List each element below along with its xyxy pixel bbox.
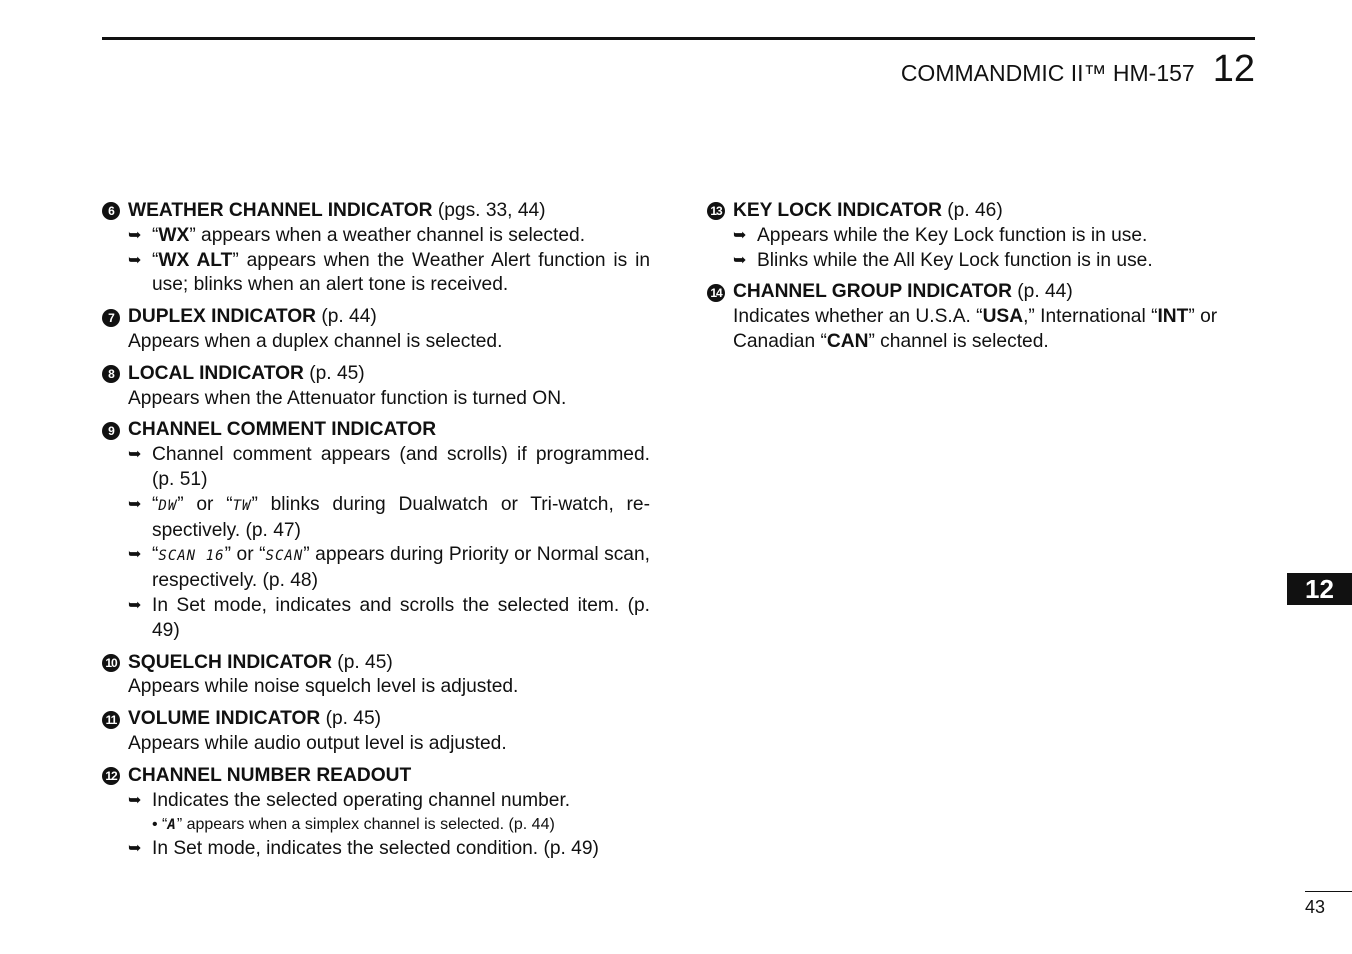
item-number-badge: 8 — [102, 365, 120, 383]
entry-description: Appears when the Attenuator function is turned ON. — [128, 387, 567, 409]
bullet-item — [102, 224, 650, 249]
entry-title: SQUELCH INDICATOR — [128, 651, 332, 673]
lcd-glyph: SCAN 16 — [158, 548, 225, 565]
top-rule — [102, 37, 1255, 40]
section-number: 12 — [1212, 48, 1255, 90]
page-ref: (p. 44) — [1011, 281, 1073, 303]
bullet-text: ” blinks during Dualwatch or Tri-watch, re-spectively. (p. 47) — [152, 493, 650, 541]
bullet-item: ➥ In Set mode, indicates the selected condition. (p. 49) — [102, 837, 650, 862]
right-column — [707, 199, 1257, 362]
entry-channel-group — [707, 280, 1257, 354]
entry-title: WEATHER CHANNEL INDICATOR — [128, 200, 433, 221]
quote: “ — [152, 224, 159, 246]
bullet-item: ➥ Appears while the Key Lock function is in use. — [707, 224, 1257, 249]
sub-bullet-text: ” appears when a simplex channel is selected. (p. 44) — [176, 816, 555, 834]
group-code: USA — [982, 306, 1024, 328]
group-code: INT — [1157, 306, 1189, 328]
item-number-badge: 10 — [102, 654, 120, 672]
bullet-item — [102, 543, 650, 594]
page-ref: (p. 44) — [315, 306, 377, 328]
page-number: 43 — [1305, 897, 1326, 917]
item-number-badge: 14 — [707, 284, 725, 302]
entry-volume — [102, 707, 650, 757]
lcd-glyph: A — [167, 817, 177, 834]
entry-title: CHANNEL GROUP INDICATOR — [733, 281, 1012, 303]
display-code: WX — [158, 224, 190, 246]
quote: “ — [152, 493, 159, 515]
item-number-badge: 7 — [102, 309, 120, 327]
group-code: CAN — [826, 330, 869, 352]
description-text: ,” International “ — [1023, 306, 1158, 328]
entry-squelch — [102, 651, 650, 701]
description-text: Indicates whether an U.S.A. “ — [733, 306, 983, 328]
description-text: ” channel is selected. — [868, 330, 1049, 352]
page-ref: (p. 46) — [941, 200, 1003, 221]
item-number-badge: 13 — [707, 202, 725, 220]
entry-title: DUPLEX INDICATOR — [128, 306, 316, 328]
page-ref: (p. 45) — [320, 708, 382, 730]
lcd-glyph: DW — [158, 497, 178, 514]
entry-description — [707, 305, 1257, 355]
item-number-badge: 12 — [102, 767, 120, 785]
entry-channel-number — [102, 764, 650, 862]
quote: • “ — [152, 816, 168, 834]
entry-title: CHANNEL COMMENT INDICATOR — [128, 419, 437, 441]
page-ref: (p. 45) — [331, 651, 393, 673]
bullet-text: ” appears when the Weather Alert function is in use; blinks when an alert tone is received. — [152, 249, 650, 296]
bullet-item — [102, 249, 650, 299]
description-text: ” or Canadian “ — [733, 306, 1218, 352]
entry-channel-comment — [102, 418, 650, 643]
page-header — [901, 48, 1255, 91]
bullet-item: ➥ In Set mode, indicates and scrolls the selected item. (p. 49) — [102, 594, 650, 644]
quote: “ — [152, 249, 159, 271]
entry-title: LOCAL INDICATOR — [128, 362, 304, 384]
quote: “ — [152, 544, 159, 566]
lcd-glyph: TW — [232, 497, 252, 514]
bullet-item: ➥ Indicates the selected operating channel number. — [102, 789, 650, 814]
lcd-glyph: SCAN — [265, 548, 304, 565]
sub-bullet — [102, 813, 650, 837]
entry-description: Appears while noise squelch level is adjusted. — [128, 676, 519, 698]
bullet-item — [102, 493, 650, 544]
header-title: COMMANDMIC II™ HM-157 — [900, 60, 1195, 86]
entry-title: VOLUME INDICATOR — [128, 708, 321, 730]
item-number-badge: 11 — [102, 711, 120, 729]
quote: ” or “ — [224, 544, 266, 566]
page-ref: (pgs. 33, 44) — [432, 200, 546, 221]
entry-description: Appears while audio output level is adjusted. — [128, 732, 507, 754]
bullet-item: ➥ Blinks while the All Key Lock function is in use. — [707, 249, 1257, 274]
bullet-text: ” appears when a weather channel is selected. — [189, 224, 586, 246]
bullet-item: ➥ Channel comment appears (and scrolls) if programmed. (p. 51) — [102, 443, 650, 493]
display-code: WX ALT — [158, 249, 233, 271]
left-column — [102, 199, 650, 869]
item-number-badge: 9 — [102, 422, 120, 440]
entry-weather-channel — [102, 199, 650, 298]
entry-local — [102, 362, 650, 412]
entry-title: CHANNEL NUMBER READOUT — [128, 764, 412, 786]
bullet-text: ” appears during Priority or Normal scan, respectively. (p. 48) — [152, 544, 650, 592]
entry-description: Appears when a duplex channel is selected. — [128, 330, 503, 352]
section-tab: 12 — [1287, 573, 1352, 605]
page-number-rule — [1305, 891, 1352, 892]
quote: ” or “ — [177, 493, 233, 515]
entry-title: KEY LOCK INDICATOR — [733, 200, 942, 221]
page-ref: (p. 45) — [303, 362, 365, 384]
item-number-badge: 6 — [102, 202, 120, 220]
entry-key-lock — [707, 199, 1257, 273]
entry-duplex — [102, 305, 650, 355]
